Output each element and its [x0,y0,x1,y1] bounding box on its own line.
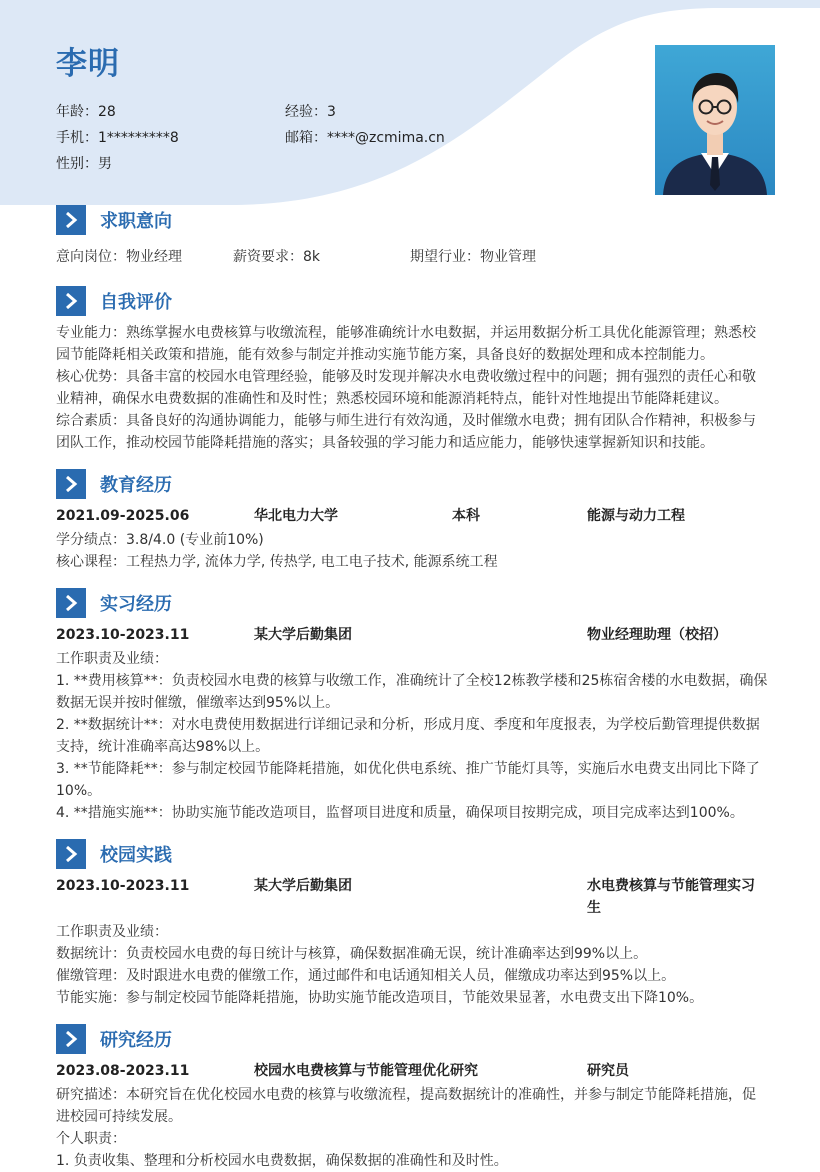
section-title: 教育经历 [100,475,172,496]
campus-row [56,875,768,919]
internship-org: 某大学后勤集团 [254,627,352,643]
section-intention [56,205,172,235]
research-topic: 校园水电费核算与节能管理优化研究 [254,1063,478,1079]
chevron-right-icon [56,588,86,618]
duties-intro: 工作职责及业绩： [56,651,168,667]
section-title: 求职意向 [100,211,172,232]
section-title: 校园实践 [100,845,172,866]
gpa: 学分绩点：3.8/4.0 (专业前10%) [56,532,264,548]
paragraph: 综合素质：具备良好的沟通协调能力，能够与师生进行有效沟通，及时催缴水电费；拥有团队合作精神，积极参与团队工作，推动校园节能降耗措施的落实；具备较强的学习能力和适应能力，能够快速掌握新知识和技能。 [56,413,756,451]
expected-industry: 期望行业：物业管理 [410,249,536,265]
salary-requirement: 薪资要求：8k [233,249,321,265]
campus-org: 某大学后勤集团 [254,878,352,894]
paragraph: 核心优势：具备丰富的校园水电管理经验，能够及时发现并解决水电费收缴过程中的问题；拥有强烈的责任心和敬业精神，确保水电费数据的准确性和及时性；熟悉校园环境和能源消耗特点，能针对性地提出节能降耗建议。 [56,369,756,407]
chevron-right-icon [56,839,86,869]
education-major: 能源与动力工程 [587,508,685,524]
education-degree: 本科 [452,508,480,524]
list-item: 2. **数据统计**：对水电费使用数据进行详细记录和分析，形成月度、季度和年度报表，为学校后勤管理提供数据支持，统计准确率高达98%以上。 [56,717,760,755]
research-date: 2023.08-2023.11 [56,1063,190,1079]
section-self-evaluation [56,286,172,316]
education-row [56,505,768,527]
education-details [56,529,768,573]
email: 邮箱：****@zcmima.cn [285,130,445,146]
list-item: 节能实施：参与制定校园节能降耗措施，协助实施节能改造项目，节能效果显著，水电费支出下降10%。 [56,990,704,1006]
internship-date: 2023.10-2023.11 [56,627,190,643]
section-research [56,1024,172,1054]
self-evaluation-text [56,322,768,454]
experience: 经验：3 [285,104,336,120]
list-item: 1. 负责收集、整理和分析校园水电费数据，确保数据的准确性和及时性。 [56,1153,508,1169]
gender: 性别：男 [56,156,112,172]
chevron-right-icon [56,469,86,499]
duties-intro: 个人职责： [56,1131,126,1147]
section-internship [56,588,172,618]
section-title: 自我评价 [100,292,172,313]
list-item: 4. **措施实施**：协助实施节能改造项目，监督项目进度和质量，确保项目按期完成，项目完成率达到100%。 [56,805,744,821]
campus-details [56,921,768,1009]
phone: 手机：1*********8 [56,130,179,146]
campus-date: 2023.10-2023.11 [56,878,190,894]
section-title: 实习经历 [100,594,172,615]
core-courses: 核心课程：工程热力学, 流体力学, 传热学, 电工电子技术, 能源系统工程 [56,554,498,570]
paragraph: 专业能力：熟练掌握水电费核算与收缴流程，能够准确统计水电数据，并运用数据分析工具优化能源管理；熟悉校园节能降耗相关政策和措施，能有效参与制定并推动实施节能方案，具备良好的数据处理和成本控制能力。 [56,325,756,363]
duties-intro: 工作职责及业绩： [56,924,168,940]
section-education [56,469,172,499]
research-role: 研究员 [587,1063,629,1079]
internship-details [56,648,768,824]
research-description: 研究描述：本研究旨在优化校园水电费的核算与收缴流程，提高数据统计的准确性，并参与制定节能降耗措施，促进校园可持续发展。 [56,1087,756,1125]
list-item: 3. **节能降耗**：参与制定校园节能降耗措施，如优化供电系统、推广节能灯具等，实施后水电费支出同比下降了10%。 [56,761,760,799]
candidate-name: 李明 [56,46,120,82]
research-row [56,1060,768,1082]
section-title: 研究经历 [100,1030,172,1051]
age: 年龄：28 [56,104,116,120]
education-date: 2021.09-2025.06 [56,508,190,524]
section-campus-practice [56,839,172,869]
profile-photo [655,45,775,195]
chevron-right-icon [56,205,86,235]
education-school: 华北电力大学 [254,508,338,524]
list-item: 数据统计：负责校园水电费的每日统计与核算，确保数据准确无误，统计准确率达到99%以上。 [56,946,648,962]
chevron-right-icon [56,286,86,316]
campus-role: 水电费核算与节能管理实习生 [587,878,755,916]
internship-row [56,624,768,646]
intended-position: 意向岗位：物业经理 [56,249,182,265]
list-item: 1. **费用核算**：负责校园水电费的核算与收缴工作，准确统计了全校12栋教学楼和25栋宿舍楼的水电数据，确保数据无误并按时催缴，催缴率达到95%以上。 [56,673,768,711]
list-item: 催缴管理：及时跟进水电费的催缴工作，通过邮件和电话通知相关人员，催缴成功率达到95%以上。 [56,968,676,984]
internship-role: 物业经理助理（校招） [587,627,727,643]
research-details [56,1084,768,1172]
chevron-right-icon [56,1024,86,1054]
